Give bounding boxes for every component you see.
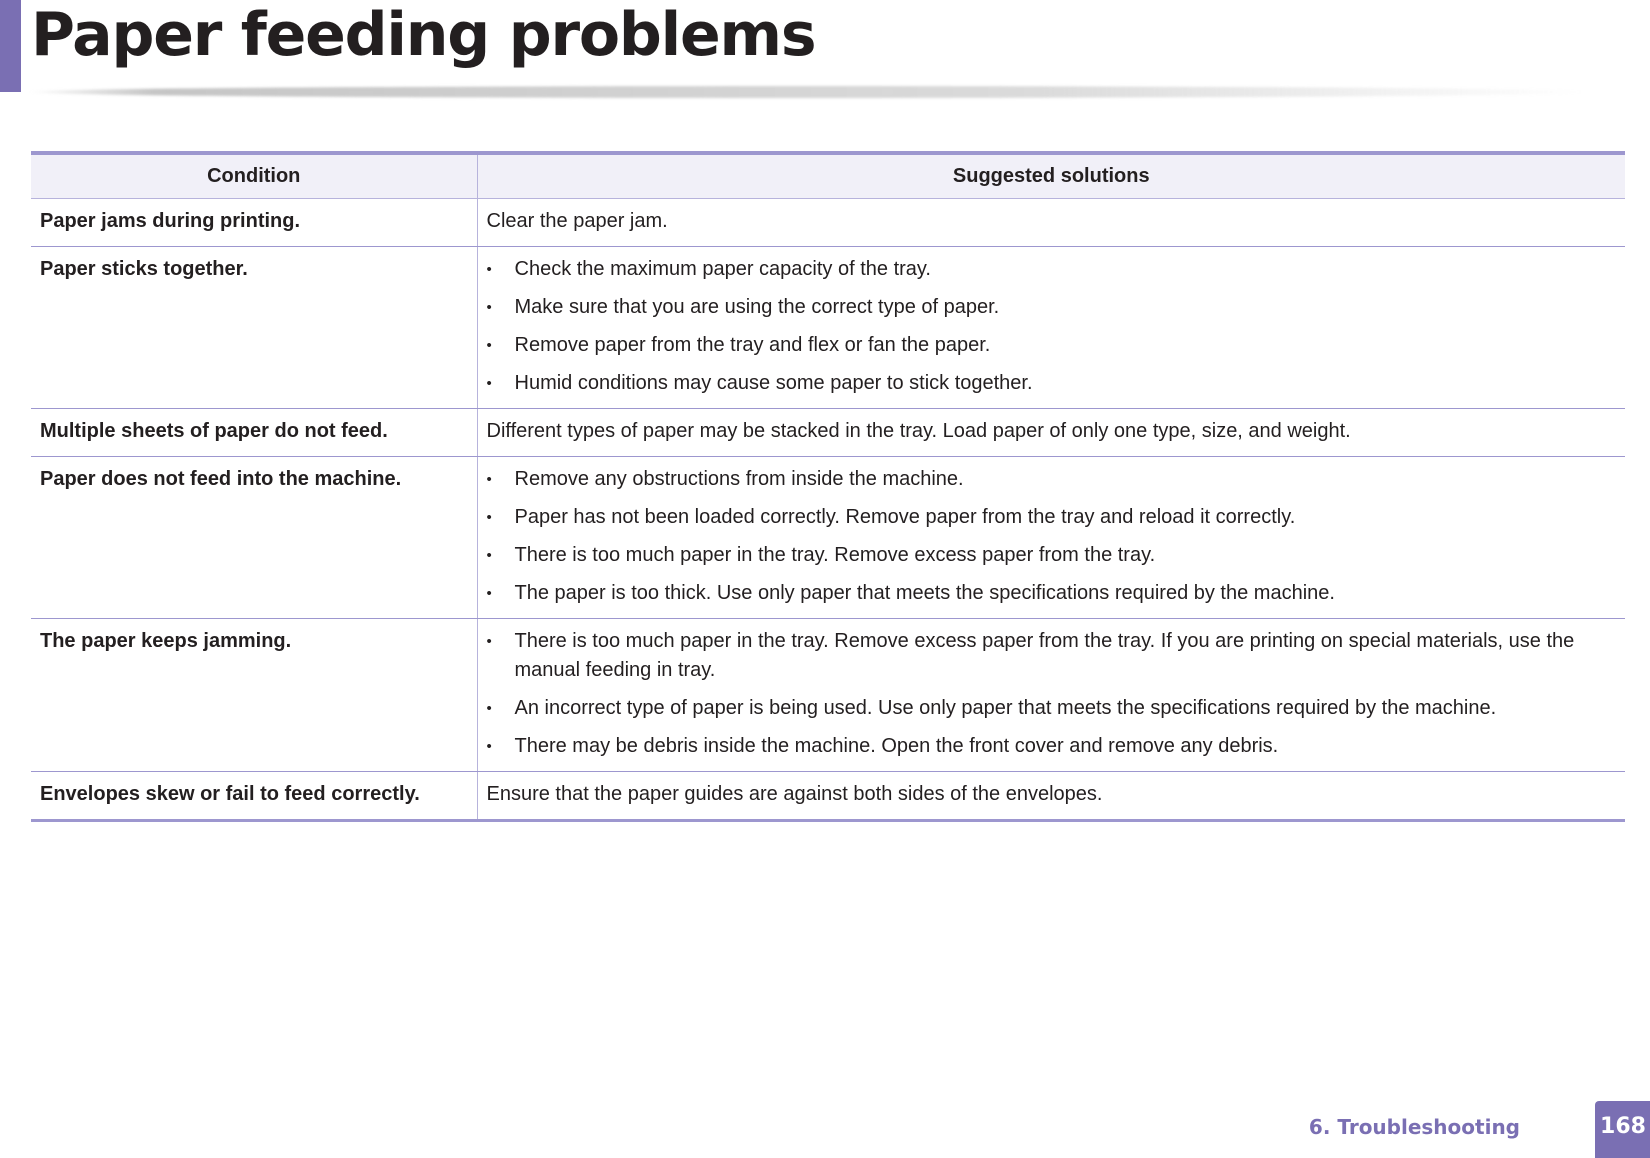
bullet-icon: • (486, 299, 492, 316)
list-item (487, 331, 1617, 360)
solution-text: An incorrect type of paper is being used. Use only paper that meets the specifications required by the machine. (514, 697, 1497, 719)
solution-cell (477, 247, 1625, 409)
solution-list (487, 627, 1617, 761)
solution-cell (477, 457, 1625, 619)
list-item (487, 694, 1617, 723)
solution-cell: Clear the paper jam. (477, 199, 1625, 247)
solution-text: Humid conditions may cause some paper to stick together. (514, 372, 1033, 394)
page-number-badge: 168 (1595, 1101, 1650, 1158)
table-row (31, 409, 1625, 457)
solution-cell (477, 619, 1625, 772)
solution-text: There is too much paper in the tray. Remove excess paper from the tray. (514, 544, 1156, 566)
bullet-icon: • (486, 261, 492, 278)
list-item (487, 465, 1617, 494)
condition-cell: Paper does not feed into the machine. (31, 457, 477, 619)
header-condition: Condition (31, 153, 477, 199)
solution-text: Make sure that you are using the correct type of paper. (514, 296, 1000, 318)
list-item (487, 503, 1617, 532)
list-item (487, 255, 1617, 284)
condition-cell: Envelopes skew or fail to feed correctly. (31, 772, 477, 821)
footer-section-label: 6. Troubleshooting (1308, 1115, 1520, 1139)
bullet-icon: • (486, 547, 492, 564)
list-item (487, 627, 1617, 685)
table-row (31, 247, 1625, 409)
bullet-icon: • (486, 375, 492, 392)
solution-text: There is too much paper in the tray. Remove excess paper from the tray. If you are printing on special materials, use the manual feeding in tray. (514, 630, 1575, 681)
table-row (31, 772, 1625, 821)
table-body (31, 199, 1625, 821)
condition-cell: Paper jams during printing. (31, 199, 477, 247)
condition-cell: Paper sticks together. (31, 247, 477, 409)
list-item (487, 369, 1617, 398)
solution-text: Remove paper from the tray and flex or fan the paper. (514, 334, 991, 356)
list-item (487, 579, 1617, 608)
bullet-icon: • (486, 700, 492, 717)
header-suggested-solutions: Suggested solutions (477, 153, 1625, 199)
page-title: Paper feeding problems (31, 0, 816, 70)
solution-cell: Different types of paper may be stacked in the tray. Load paper of only one type, size, and weight. (477, 409, 1625, 457)
list-item (487, 293, 1617, 322)
bullet-icon: • (486, 738, 492, 755)
list-item (487, 732, 1617, 761)
bullet-icon: • (486, 509, 492, 526)
title-accent-bar (0, 0, 21, 92)
table-header-row (31, 153, 1625, 199)
solution-text: Remove any obstructions from inside the machine. (514, 468, 964, 490)
solution-text: The paper is too thick. Use only paper that meets the specifications required by the machine. (514, 582, 1335, 604)
table-row (31, 457, 1625, 619)
bullet-icon: • (486, 471, 492, 488)
table-row (31, 619, 1625, 772)
condition-cell: Multiple sheets of paper do not feed. (31, 409, 477, 457)
solution-text: Paper has not been loaded correctly. Remove paper from the tray and reload it correctly. (514, 506, 1296, 528)
troubleshooting-table (31, 151, 1625, 822)
title-underline-rule (28, 86, 1588, 98)
solution-cell: Ensure that the paper guides are against both sides of the envelopes. (477, 772, 1625, 821)
condition-cell: The paper keeps jamming. (31, 619, 477, 772)
table-row (31, 199, 1625, 247)
solution-text: There may be debris inside the machine. Open the front cover and remove any debris. (514, 735, 1279, 757)
solution-list (487, 255, 1617, 398)
bullet-icon: • (486, 337, 492, 354)
bullet-icon: • (486, 633, 492, 650)
solution-text: Check the maximum paper capacity of the tray. (514, 258, 931, 280)
bullet-icon: • (486, 585, 492, 602)
solution-list (487, 465, 1617, 608)
list-item (487, 541, 1617, 570)
